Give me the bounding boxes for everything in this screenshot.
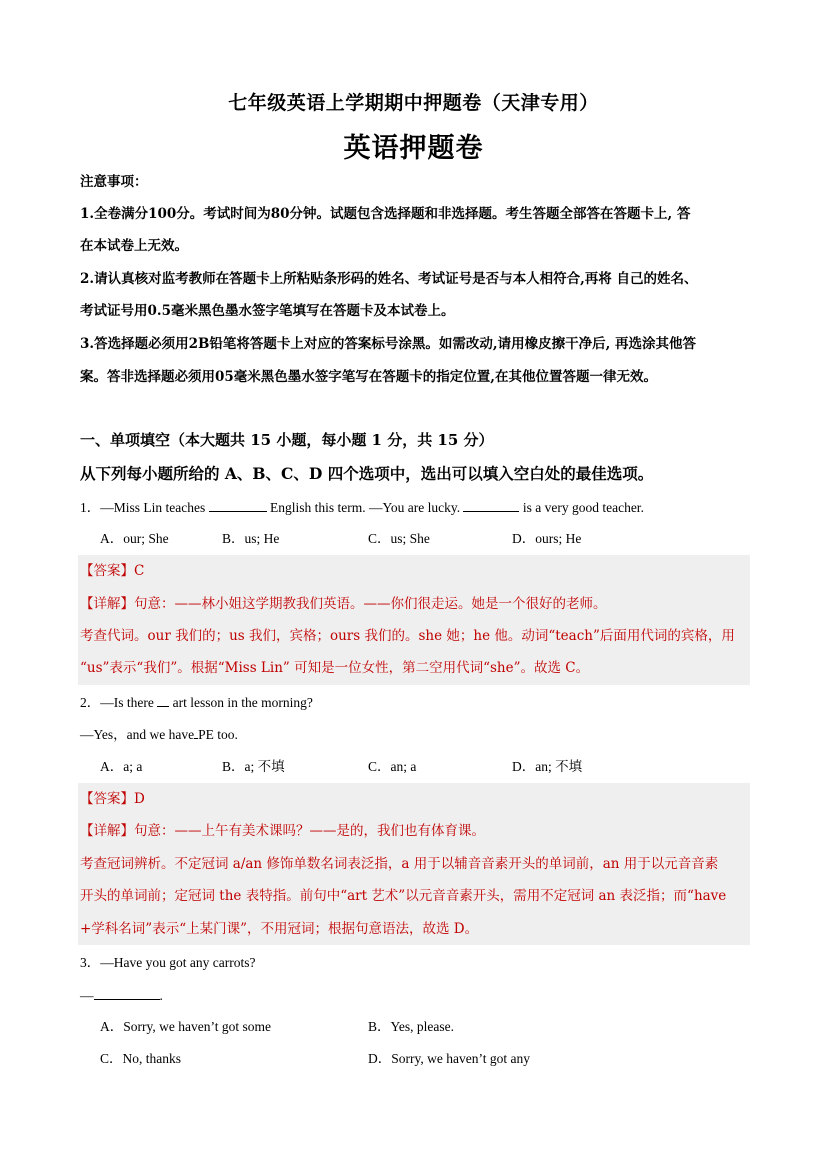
question-text: — xyxy=(80,988,94,1003)
question-text: 2．—Is there xyxy=(80,695,154,710)
answer-blank xyxy=(463,497,519,512)
detail-text: 句意：——林小姐这学期教我们英语。——你们很走运。她是一个很好的老师。 xyxy=(134,596,607,612)
question-2 xyxy=(80,692,313,713)
detail-text: 开头的单词前；定冠词 the 表特指。前句中“art 艺术”以元音音素开头，需用不定冠词 an 表泛指；而“have xyxy=(80,888,727,904)
notice-line: 在本试卷上无效。 xyxy=(80,238,188,254)
detail-line xyxy=(80,821,485,841)
question-2-line2 xyxy=(80,724,238,745)
answer-blank xyxy=(94,985,160,1000)
answer-line xyxy=(80,561,144,581)
option-c: C．an; a xyxy=(368,759,417,774)
question-text: art lesson in the morning? xyxy=(172,695,313,710)
notice-line: 1.全卷满分100分。考试时间为80分钟。试题包含选择题和非选择题。考生答题全部答在答题卡上, 答 xyxy=(80,206,691,222)
detail-text: “us”表示“我们”。根据“Miss Lin” 可知是一位女性，第二空用代词“she”。故选 C。 xyxy=(80,660,590,676)
detail-text: 句意：——上午有美术课吗？——是的，我们也有体育课。 xyxy=(134,823,485,839)
option-d: D．ours; He xyxy=(512,531,582,546)
detail-label: 【详解】 xyxy=(80,823,134,839)
option-a: A．a; a xyxy=(100,759,143,774)
question-text: English this term. —You are lucky. xyxy=(269,500,461,515)
question-text: PE too. xyxy=(198,727,238,742)
option-b: B．Yes, please. xyxy=(368,1019,455,1034)
exam-subtitle: 英语押题卷 xyxy=(343,133,484,164)
notice-line: 3.答选择题必须用2B铅笔将答题卡上对应的答案标号涂黑。如需改动,请用橡皮擦干净后, 再选涂其他答 xyxy=(80,336,696,352)
answer-label: 【答案】 xyxy=(80,791,134,807)
answer-blank xyxy=(157,692,169,707)
detail-text: 考查冠词辨析。不定冠词 a/an 修饰单数名词表泛指，a 用于以辅音音素开头的单词前，an 用于以元音音素 xyxy=(80,856,719,872)
exam-title: 七年级英语上学期期中押题卷（天津专用） xyxy=(228,92,599,114)
answer-blank xyxy=(209,497,267,512)
option-a: A．Sorry, we haven’t got some xyxy=(100,1019,271,1034)
question-text: 1．—Miss Lin teaches xyxy=(80,500,206,515)
answer-label: 【答案】 xyxy=(80,563,134,579)
detail-label: 【详解】 xyxy=(80,596,134,612)
option-c: C．us; She xyxy=(368,531,430,546)
detail-text: +学科名词”表示“上某门课”，不用冠词；根据句意语法，故选 D。 xyxy=(80,921,479,937)
option-d: D．an; 不填 xyxy=(512,759,583,774)
detail-text: 考查代词。our 我们的；us 我们，宾格；ours 我们的。she 她；he 他。动词“teach”后面用代词的宾格，用 xyxy=(80,628,735,644)
notice-line: 2.请认真核对监考教师在答题卡上所粘贴条形码的姓名、考试证号是否与本人相符合,再将 自己的姓名、 xyxy=(80,271,698,287)
option-b: B．us; He xyxy=(222,531,280,546)
answer-line xyxy=(80,789,145,809)
question-text: is a very good teacher. xyxy=(522,500,644,515)
option-b: B．a; 不填 xyxy=(222,759,285,774)
section-title: 一、单项填空（本大题共 15 小题，每小题 1 分，共 15 分） xyxy=(80,431,494,449)
question-3-line2 xyxy=(80,985,163,1006)
answer-value: D xyxy=(134,791,145,807)
section-instruction: 从下列每小题所给的 A、B、C、D 四个选项中，选出可以填入空白处的最佳选项。 xyxy=(80,464,654,483)
question-3: 3．—Have you got any carrots? xyxy=(80,955,256,970)
option-a: A．our; She xyxy=(100,531,169,546)
detail-line xyxy=(80,594,607,614)
question-text: . xyxy=(159,988,163,1003)
option-c: C．No, thanks xyxy=(100,1051,181,1066)
option-d: D．Sorry, we haven’t got any xyxy=(368,1051,530,1066)
answer-value: C xyxy=(134,563,145,579)
notice-line: 案。答非选择题必须用05毫米黑色墨水签字笔写在答题卡的指定位置,在其他位置答题一律无效。 xyxy=(80,369,657,385)
question-text: —Yes，and we have xyxy=(80,727,195,742)
notice-heading: 注意事项： xyxy=(80,174,148,190)
question-1 xyxy=(80,497,644,518)
notice-line: 考试证号用0.5毫米黑色墨水签字笔填写在答题卡及本试卷上。 xyxy=(80,303,455,319)
